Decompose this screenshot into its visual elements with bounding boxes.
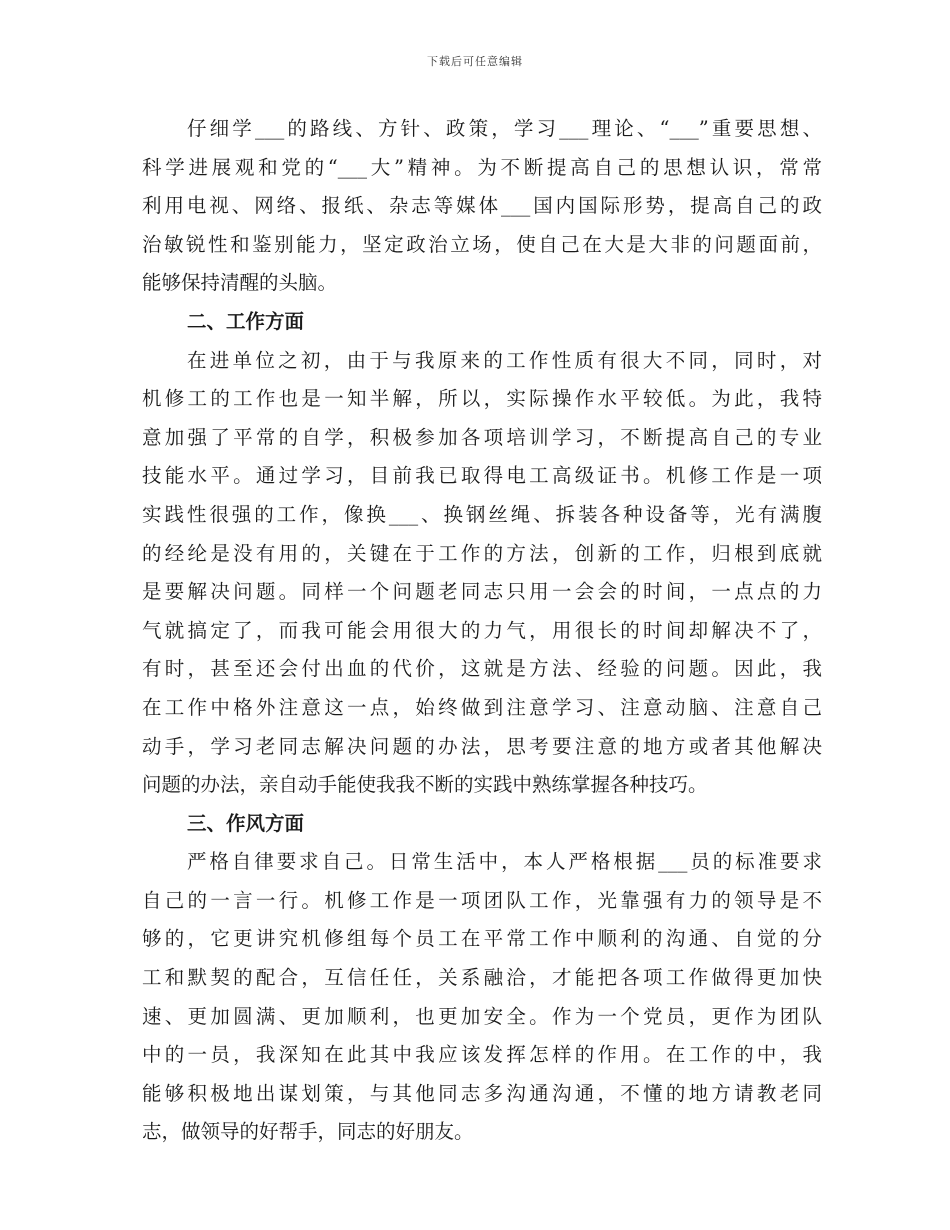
text-line: 在进单位之初，由于与我原来的工作性质有很大不同，同时，对	[187, 348, 822, 372]
text-line: 问题的办法，亲自动手能使我我不断的实践中熟练掌握各种技巧。	[142, 773, 708, 797]
text-line: 仔细学___的路线、方针、政策，学习___理论、“___”重要思想、	[187, 117, 822, 140]
text-line: 有时，甚至还会付出血的代价，这就是方法、经验的问题。因此，我	[142, 657, 822, 681]
section-heading: 二、工作方面	[187, 309, 305, 333]
text-line: 科学进展观和党的“___大”精神。为不断提高自己的思想认识，常常	[142, 155, 822, 179]
text-line: 的经纶是没有用的，关键在于工作的方法，创新的工作，归根到底就	[142, 541, 822, 565]
text-line: 实践性很强的工作，像换___、换钢丝绳、拆装各种设备等，光有满腹	[142, 502, 822, 526]
text-line: 利用电视、网络、报纸、杂志等媒体___国内国际形势，提高自己的政	[142, 194, 822, 218]
text-line: 是要解决问题。同样一个问题老同志只用一会会的时间，一点点的力	[142, 580, 822, 604]
text-line: 治敏锐性和鉴别能力，坚定政治立场，使自己在大是大非的问题面前，	[142, 232, 822, 256]
text-line: 自己的一言一行。机修工作是一项团队工作，光靠强有力的领导是不	[142, 888, 822, 912]
text-line: 够的，它更讲究机修组每个员工在平常工作中顺利的沟通、自觉的分	[142, 927, 822, 951]
text-line: 志，做领导的好帮手，同志的好朋友。	[142, 1120, 474, 1144]
text-line: 技能水平。通过学习，目前我已取得电工高级证书。机修工作是一项	[142, 464, 822, 488]
text-line: 严格自律要求自己。日常生活中，本人严格根据___员的标准要求	[187, 850, 822, 874]
text-line: 能够积极地出谋划策，与其他同志多沟通沟通，不懂的地方请教老同	[142, 1081, 822, 1105]
text-line: 在工作中格外注意这一点，始终做到注意学习、注意动脑、注意自己	[142, 695, 822, 719]
text-line: 速、更加圆满、更加顺利，也更加安全。作为一个党员，更作为团队	[142, 1004, 822, 1028]
page-header: 下载后可任意编辑	[427, 55, 523, 68]
document-body	[142, 110, 822, 1152]
text-line: 中的一员，我深知在此其中我应该发挥怎样的作用。在工作的中，我	[142, 1043, 822, 1067]
text-line: 能够保持清醒的头脑。	[142, 271, 338, 295]
text-line: 工和默契的配合，互信任任，关系融洽，才能把各项工作做得更加快	[142, 966, 822, 990]
text-line: 意加强了平常的自学，积极参加各项培训学习，不断提高自己的专业	[142, 425, 822, 449]
text-line: 动手，学习老同志解决问题的办法，思考要注意的地方或者其他解决	[142, 734, 822, 758]
section-heading: 三、作风方面	[187, 811, 305, 835]
text-line: 机修工的工作也是一知半解，所以，实际操作水平较低。为此，我特	[142, 387, 822, 411]
text-line: 气就搞定了，而我可能会用很大的力气，用很长的时间却解决不了，	[142, 618, 822, 642]
